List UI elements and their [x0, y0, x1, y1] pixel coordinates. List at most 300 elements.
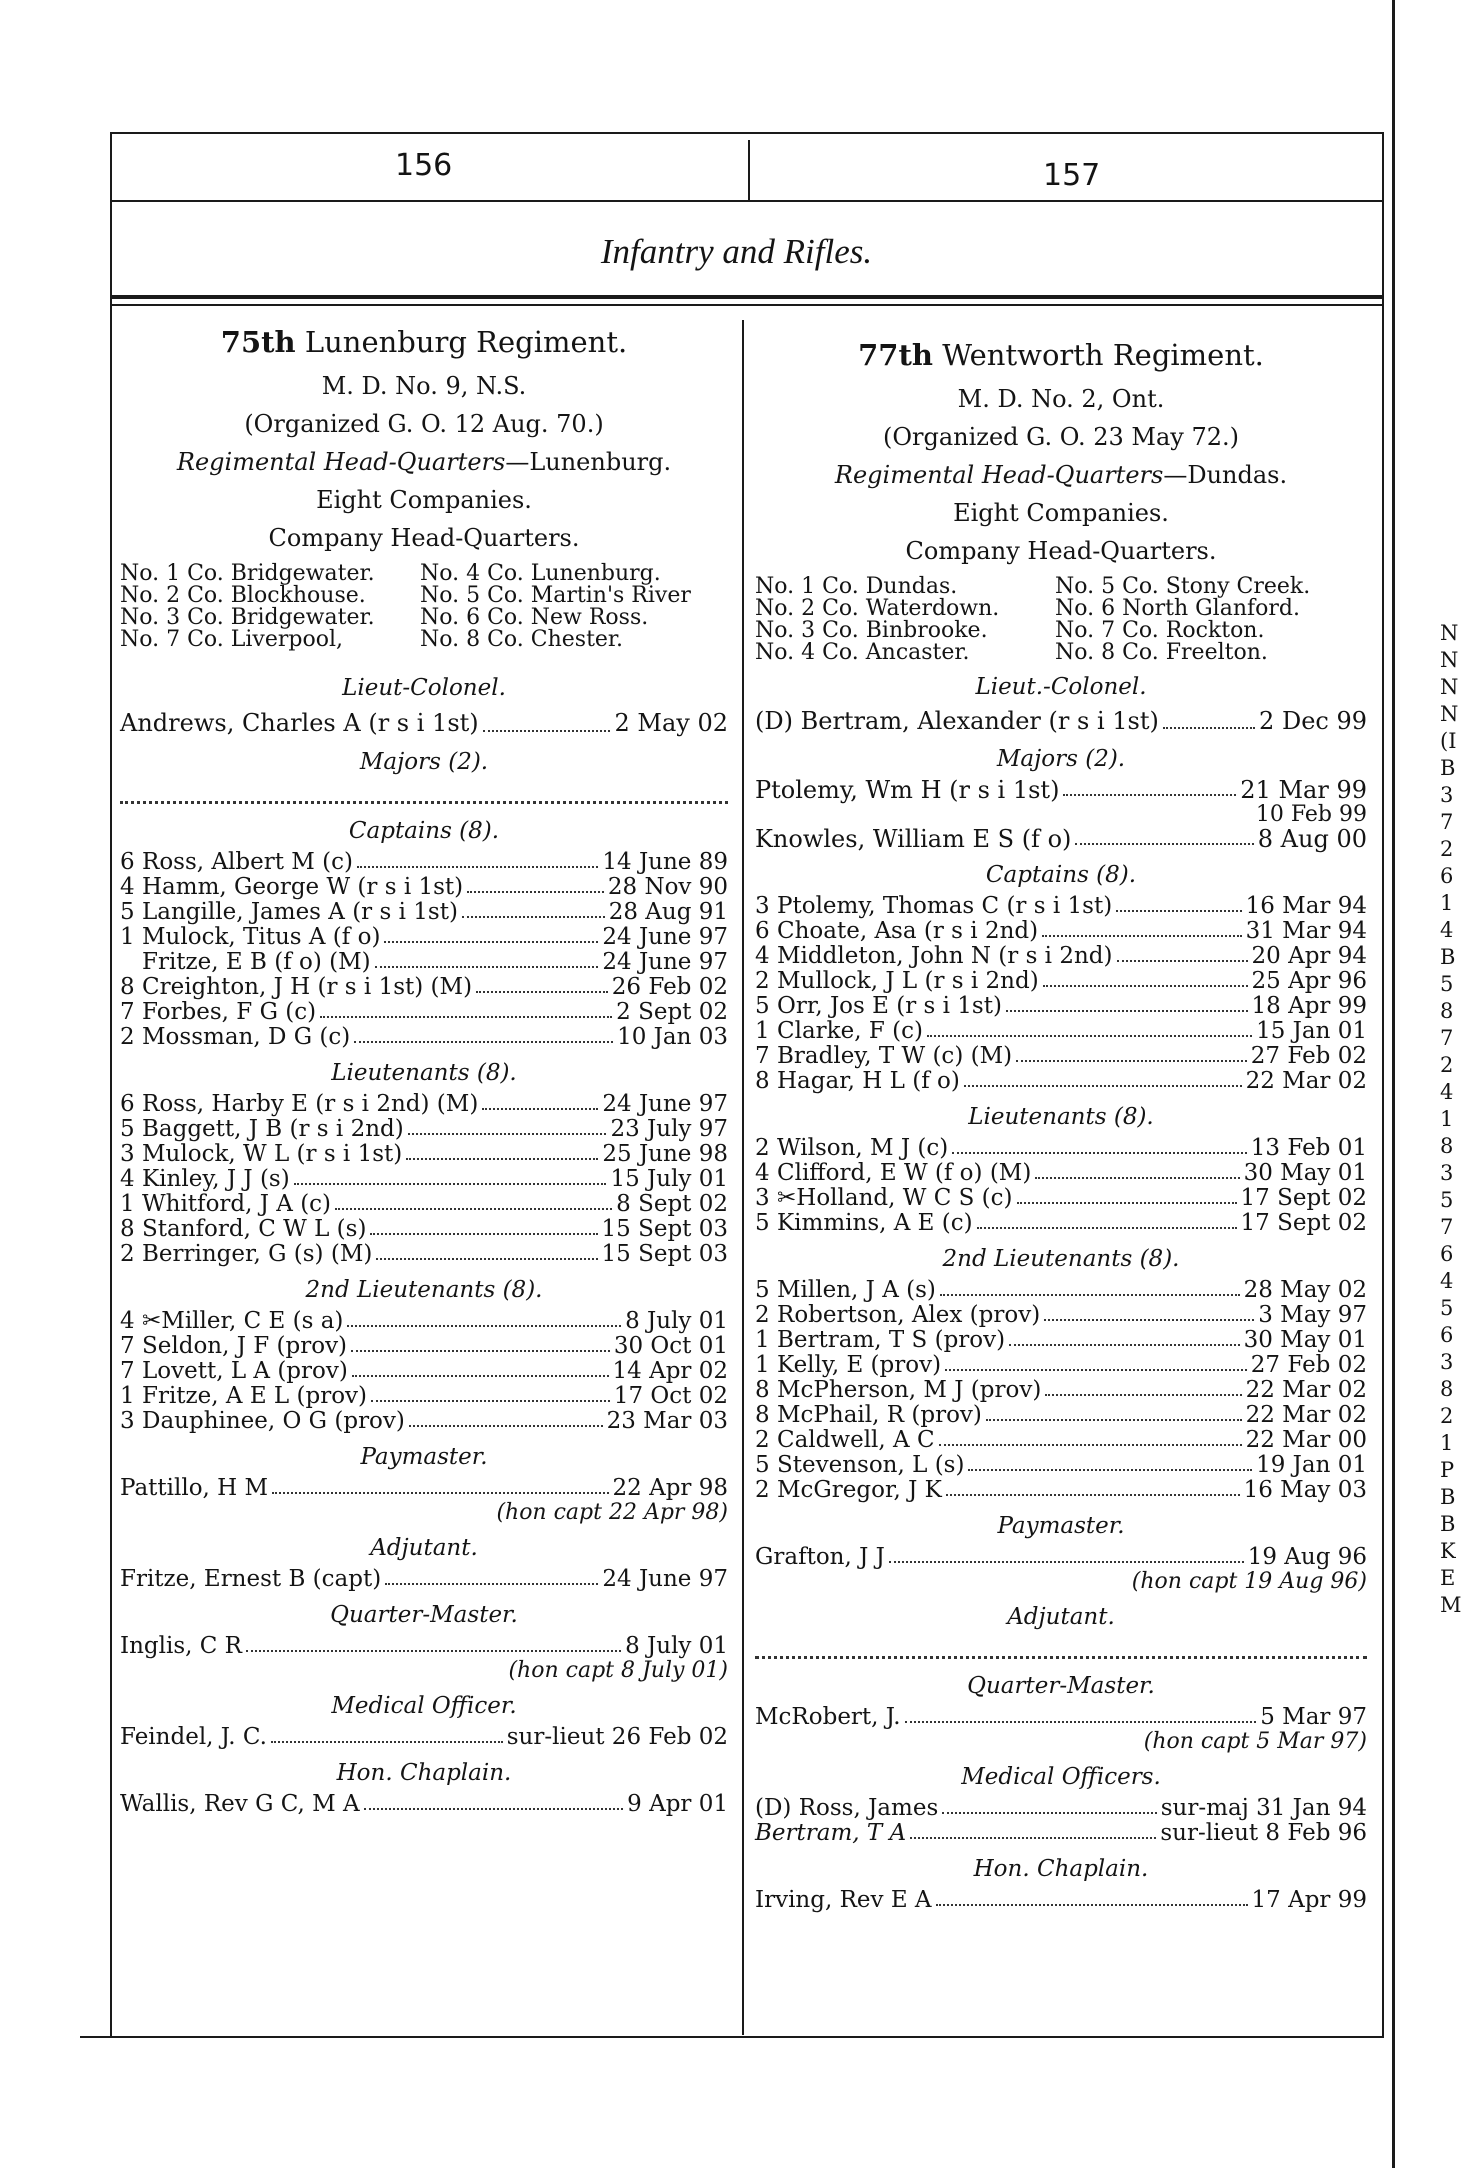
left-paymaster-entry	[120, 1476, 728, 1501]
right-qm-note: (hon capt 5 Mar 97)	[1143, 1729, 1367, 1754]
company-number: 8	[755, 1068, 770, 1094]
left-hq	[120, 443, 728, 481]
leader-dots	[351, 1334, 610, 1352]
entry-name: Choate, Asa (r s i 2nd)	[777, 918, 1039, 944]
entry-name: Fritze, A E L (prov)	[142, 1383, 368, 1409]
company-number: 3	[120, 1141, 135, 1167]
entry-name: Inglis, C R	[120, 1633, 242, 1659]
company-cell: No. 3 Co. Bridgewater.	[120, 605, 375, 630]
leader-dots	[406, 1142, 598, 1160]
entry-date: 8 Aug 00	[1257, 825, 1367, 853]
entry-name: Knowles, William E S (f o)	[755, 825, 1072, 853]
right-companies-list	[755, 576, 1367, 664]
right-paymaster-note: (hon capt 19 Aug 96)	[1131, 1569, 1367, 1594]
entry-date: 10 Jan 03	[617, 1024, 728, 1050]
entry-name: Hamm, George W (r s i 1st)	[142, 874, 464, 900]
right-hq-place: —Dundas.	[1163, 461, 1288, 489]
entry-name: Grafton, J J	[755, 1544, 885, 1570]
company-number: 1	[120, 1191, 135, 1217]
right-paymaster-entry	[755, 1545, 1367, 1570]
officer-entry	[120, 950, 728, 975]
company-number: 2	[120, 1024, 135, 1050]
entry-name: Ptolemy, Thomas C (r s i 1st)	[777, 893, 1113, 919]
left-lc-label: Lieut-Colonel.	[342, 675, 506, 701]
edge-char: E	[1440, 1566, 1456, 1590]
left-company-hq-title: Company Head-Quarters.	[268, 524, 580, 552]
entry-date: 19 Aug 96	[1247, 1544, 1367, 1570]
entry-name: (D) Ross, James	[755, 1795, 939, 1821]
leader-dots	[462, 900, 605, 918]
company-number: 1	[120, 1383, 135, 1409]
entry-name: Stanford, C W L (s)	[142, 1216, 367, 1242]
entry-name: Feindel, J. C.	[120, 1724, 267, 1750]
leader-dots	[910, 1821, 1156, 1839]
entry-date: 24 June 97	[602, 1566, 728, 1592]
left-regiment-number: 75th	[220, 325, 296, 359]
officer-entry	[755, 1278, 1367, 1303]
officer-entry	[120, 1309, 728, 1334]
officer-entry	[755, 1186, 1367, 1211]
right-captains-label: Captains (8).	[985, 862, 1137, 888]
edge-char: 6	[1440, 1242, 1454, 1266]
leader-dots	[1043, 969, 1248, 987]
entry-date: 2 Sept 02	[616, 999, 728, 1025]
leader-dots	[409, 1409, 603, 1427]
entry-name: Wilson, M J (c)	[777, 1135, 949, 1161]
officer-entry	[120, 1025, 728, 1050]
edge-char: M	[1440, 1593, 1462, 1617]
entry-name: (D) Bertram, Alexander (r s i 1st)	[755, 707, 1159, 735]
company-cell: No. 3 Co. Binbrooke.	[755, 618, 988, 643]
officer-entry	[755, 919, 1367, 944]
right-regiment-name: Wentworth Regiment.	[942, 338, 1264, 372]
edge-char: B	[1440, 1485, 1456, 1509]
edge-char: N	[1440, 675, 1459, 699]
company-cell: No. 2 Co. Waterdown.	[755, 596, 1000, 621]
right-chaplain-label: Hon. Chaplain.	[973, 1856, 1149, 1882]
company-cell: No. 8 Co. Chester.	[420, 627, 624, 652]
entry-name: Mossman, D G (c)	[142, 1024, 351, 1050]
entry-date: 22 Mar 02	[1245, 1377, 1367, 1403]
officer-entry	[120, 900, 728, 925]
company-number: 4	[120, 1308, 135, 1334]
binding-edge	[1392, 0, 1395, 2168]
officer-entry	[755, 1328, 1367, 1353]
company-number: 3	[120, 1408, 135, 1434]
officer-entry	[755, 1478, 1367, 1503]
entry-date: 19 Jan 01	[1256, 1452, 1367, 1478]
company-number: 2	[755, 1427, 770, 1453]
company-number: 5	[755, 1210, 770, 1236]
company-number: 5	[755, 1452, 770, 1478]
edge-char: 1	[1440, 1431, 1454, 1455]
right-medical-entry	[755, 1796, 1367, 1821]
company-number: 8	[120, 1216, 135, 1242]
officer-entry	[755, 1428, 1367, 1453]
leader-dots	[1044, 1303, 1254, 1321]
leader-dots	[408, 1117, 607, 1135]
edge-char: 4	[1440, 1080, 1454, 1104]
entry-date: 28 Nov 90	[607, 874, 728, 900]
left-chaplain-entry	[120, 1792, 728, 1817]
entry-date: 5 Mar 97	[1260, 1704, 1367, 1730]
left-majors-label: Majors (2).	[359, 749, 489, 775]
edge-char: 8	[1440, 1377, 1454, 1401]
leader-dots	[1035, 1161, 1239, 1179]
entry-name: Millen, J A (s)	[777, 1277, 936, 1303]
entry-name: Ross, Albert M (c)	[142, 849, 353, 875]
right-qm-label: Quarter-Master.	[967, 1673, 1155, 1699]
officer-entry	[120, 1359, 728, 1384]
entry-name: Seldon, J F (prov)	[142, 1333, 348, 1359]
leader-dots	[889, 1545, 1244, 1563]
entry-date: 23 Mar 03	[606, 1408, 728, 1434]
edge-char: 5	[1440, 972, 1454, 996]
company-row	[755, 642, 1367, 664]
left-captains-label: Captains (8).	[348, 818, 500, 844]
company-cell: No. 5 Co. Stony Creek.	[1055, 574, 1311, 599]
right-lc-entry	[755, 706, 1367, 736]
company-number: 5	[120, 899, 135, 925]
entry-name: Forbes, F G (c)	[142, 999, 317, 1025]
leader-dots	[927, 1019, 1252, 1037]
leader-dots	[376, 1242, 597, 1260]
leader-dots	[945, 1353, 1247, 1371]
entry-name: Fritze, Ernest B (capt)	[120, 1566, 382, 1592]
officer-entry	[755, 1161, 1367, 1186]
officer-entry	[120, 1092, 728, 1117]
edge-char: 2	[1440, 837, 1454, 861]
entry-date: 17 Apr 99	[1251, 1887, 1367, 1913]
company-number: 1	[755, 1018, 770, 1044]
left-paymaster-note: (hon capt 22 Apr 98)	[496, 1500, 728, 1525]
entry-name: Mullock, J L (r s i 2nd)	[777, 968, 1039, 994]
entry-name: Berringer, G (s) (M)	[142, 1241, 373, 1267]
leader-dots	[246, 1634, 621, 1652]
edge-char: 7	[1440, 1026, 1454, 1050]
leader-dots	[370, 1217, 597, 1235]
company-number: 3	[755, 893, 770, 919]
left-regiment-name: Lunenburg Regiment.	[304, 325, 628, 359]
leader-dots	[375, 950, 599, 968]
left-chaplain-label: Hon. Chaplain.	[336, 1760, 512, 1786]
company-cell: No. 4 Co. Lunenburg.	[420, 561, 661, 586]
leader-dots	[1075, 827, 1253, 845]
company-number: 6	[120, 1091, 135, 1117]
right-captains-list	[755, 894, 1367, 1094]
officer-entry	[120, 850, 728, 875]
right-regiment-heading	[755, 338, 1367, 372]
entry-name: Bradley, T W (c) (M)	[777, 1043, 1013, 1069]
entry-name: McPhail, R (prov)	[777, 1402, 982, 1428]
left-paymaster-label: Paymaster.	[360, 1444, 488, 1470]
company-cell: No. 1 Co. Dundas.	[755, 574, 958, 599]
entry-date: sur-lieut 8 Feb 96	[1160, 1820, 1367, 1846]
edge-char: K	[1440, 1539, 1456, 1563]
company-number: 8	[120, 974, 135, 1000]
entry-name: Baggett, J B (r s i 2nd)	[142, 1116, 404, 1142]
entry-date: 22 Apr 98	[612, 1475, 728, 1501]
left-page-number: 156	[395, 148, 453, 183]
officer-entry	[755, 1019, 1367, 1044]
officer-entry	[755, 1044, 1367, 1069]
right-hq	[755, 456, 1367, 494]
company-cell: No. 6 Co. New Ross.	[420, 605, 649, 630]
entry-date: 3 May 97	[1258, 1302, 1367, 1328]
leader-dots	[977, 1211, 1237, 1229]
entry-name: McPherson, M J (prov)	[777, 1377, 1042, 1403]
entry-name: Robertson, Alex (prov)	[777, 1302, 1041, 1328]
edge-char: 1	[1440, 1107, 1454, 1131]
entry-date: 30 May 01	[1243, 1327, 1367, 1353]
company-number: 7	[120, 1358, 135, 1384]
leader-dots	[939, 1428, 1242, 1446]
entry-name: Clifford, E W (f o) (M)	[777, 1160, 1032, 1186]
entry-date: 24 June 97	[602, 924, 728, 950]
edge-char: N	[1440, 621, 1459, 645]
leader-dots	[347, 1309, 621, 1327]
double-rule-top	[110, 295, 1384, 299]
edge-char: N	[1440, 648, 1459, 672]
entry-date: 31 Mar 94	[1245, 918, 1367, 944]
left-qm-entry	[120, 1634, 728, 1659]
left-2nd-lieutenants-list	[120, 1309, 728, 1434]
left-hq-place: —Lunenburg.	[505, 448, 672, 476]
company-number: 1	[755, 1352, 770, 1378]
header-rule	[110, 200, 1384, 202]
entry-date: 2 May 02	[614, 709, 728, 737]
officer-entry	[755, 1353, 1367, 1378]
entry-date: 28 May 02	[1243, 1277, 1367, 1303]
right-hq-label: Regimental Head-Quarters	[834, 461, 1164, 489]
company-row	[120, 607, 728, 629]
officer-entry	[755, 969, 1367, 994]
company-cell: No. 4 Co. Ancaster.	[755, 640, 970, 665]
left-regiment-heading	[120, 325, 728, 359]
entry-name: Langille, James A (r s i 1st)	[142, 899, 458, 925]
entry-name: Kelly, E (prov)	[777, 1352, 942, 1378]
leader-dots	[1006, 994, 1248, 1012]
entry-name: Ptolemy, Wm H (r s i 1st)	[755, 776, 1060, 804]
entry-name: ✂Holland, W C S (c)	[777, 1185, 1013, 1211]
company-cell: No. 7 Co. Liverpool,	[120, 627, 343, 652]
edge-char: 6	[1440, 1323, 1454, 1347]
leader-dots	[946, 1478, 1240, 1496]
edge-char: 2	[1440, 1053, 1454, 1077]
left-medical-entry	[120, 1725, 728, 1750]
edge-char: (I	[1440, 729, 1457, 753]
edge-char: 5	[1440, 1296, 1454, 1320]
right-major-extra-date: 10 Feb 99	[1255, 802, 1367, 827]
right-major-entry	[755, 827, 1367, 852]
company-number: 2	[755, 1135, 770, 1161]
leader-dots	[271, 1725, 503, 1743]
edge-char: 3	[1440, 1161, 1454, 1185]
edge-char: B	[1440, 1512, 1456, 1536]
vacant-majors-line	[120, 781, 728, 804]
entry-date: 2 Dec 99	[1259, 707, 1367, 735]
entry-date: 22 Mar 00	[1245, 1427, 1367, 1453]
left-qm-label: Quarter-Master.	[330, 1602, 518, 1628]
leader-dots	[272, 1476, 608, 1494]
left-adjutant-entry	[120, 1567, 728, 1592]
left-lieutenants-list	[120, 1092, 728, 1267]
entry-date: 27 Feb 02	[1250, 1352, 1367, 1378]
entry-date: 18 Apr 99	[1251, 993, 1367, 1019]
leader-dots	[1009, 1328, 1239, 1346]
officer-entry	[755, 1136, 1367, 1161]
edge-char: 2	[1440, 1404, 1454, 1428]
left-medical-label: Medical Officer.	[331, 1693, 517, 1719]
edge-char: N	[1440, 702, 1459, 726]
entry-date: sur-maj 31 Jan 94	[1160, 1795, 1367, 1821]
entry-date: 15 Sept 03	[601, 1216, 728, 1242]
entry-name: Whitford, J A (c)	[142, 1191, 332, 1217]
officer-entry	[120, 1192, 728, 1217]
entry-name: Fritze, E B (f o) (M)	[142, 949, 371, 975]
entry-date: 21 Mar 99	[1240, 776, 1367, 804]
right-companies-count: Eight Companies.	[953, 499, 1169, 527]
company-cell: No. 8 Co. Freelton.	[1055, 640, 1268, 665]
company-row	[755, 620, 1367, 642]
entry-date: 14 Apr 02	[612, 1358, 728, 1384]
company-number: 6	[755, 918, 770, 944]
entry-date: 8 July 01	[625, 1308, 728, 1334]
officer-entry	[755, 994, 1367, 1019]
top-rule	[110, 132, 1384, 134]
left-frame	[110, 132, 112, 2037]
edge-char: 8	[1440, 999, 1454, 1023]
officer-entry	[755, 1069, 1367, 1094]
entry-name: Caldwell, A C	[777, 1427, 935, 1453]
leader-dots	[952, 1136, 1247, 1154]
entry-date: 24 June 97	[602, 949, 728, 975]
officer-entry	[120, 1142, 728, 1167]
leader-dots	[476, 975, 608, 993]
right-page-number: 157	[1043, 158, 1101, 193]
entry-date: 30 May 01	[1243, 1160, 1367, 1186]
entry-date: 14 June 89	[602, 849, 728, 875]
leader-dots	[467, 875, 604, 893]
leader-dots	[385, 1567, 598, 1585]
entry-name: Middleton, John N (r s i 2nd)	[777, 943, 1113, 969]
right-qm-entry	[755, 1705, 1367, 1730]
right-majors-label: Majors (2).	[996, 746, 1126, 772]
edge-char: 7	[1440, 810, 1454, 834]
company-number: 5	[755, 993, 770, 1019]
entry-date: 23 July 97	[610, 1116, 728, 1142]
right-md: M. D. No. 2, Ont.	[957, 385, 1165, 413]
entry-name: ✂Miller, C E (s a)	[142, 1308, 344, 1334]
officer-entry	[120, 1117, 728, 1142]
entry-name: Bertram, T A	[755, 1820, 907, 1846]
officer-entry	[755, 1303, 1367, 1328]
officer-entry	[120, 1242, 728, 1267]
officer-entry	[755, 1211, 1367, 1236]
entry-name: Kinley, J J (s)	[142, 1166, 290, 1192]
company-number	[120, 950, 142, 975]
company-number: 1	[755, 1327, 770, 1353]
right-organized: (Organized G. O. 23 May 72.)	[882, 423, 1240, 451]
leader-dots	[905, 1705, 1257, 1723]
entry-date: 16 May 03	[1243, 1477, 1367, 1503]
entry-name: Kimmins, A E (c)	[777, 1210, 973, 1236]
edge-char: 8	[1440, 1134, 1454, 1158]
bottom-rule	[80, 2036, 1384, 2038]
running-title: Infantry and Rifles.	[600, 232, 873, 271]
officer-entry	[755, 1453, 1367, 1478]
entry-date: 8 July 01	[625, 1633, 728, 1659]
edge-char: 1	[1440, 891, 1454, 915]
entry-date: 28 Aug 91	[608, 899, 728, 925]
entry-date: 30 Oct 01	[613, 1333, 728, 1359]
left-companies-count: Eight Companies.	[316, 486, 532, 514]
entry-date: 15 Sept 03	[601, 1241, 728, 1267]
leader-dots	[352, 1359, 609, 1377]
left-organized: (Organized G. O. 12 Aug. 70.)	[244, 410, 604, 438]
entry-date: 22 Mar 02	[1245, 1402, 1367, 1428]
edge-char: 3	[1440, 1350, 1454, 1374]
entry-date: 17 Sept 02	[1240, 1210, 1367, 1236]
company-number: 7	[755, 1043, 770, 1069]
officer-entry	[755, 944, 1367, 969]
company-row	[755, 598, 1367, 620]
officer-entry	[120, 1409, 728, 1434]
edge-char: 6	[1440, 864, 1454, 888]
entry-date: 16 Mar 94	[1245, 893, 1367, 919]
leader-dots	[1163, 706, 1255, 729]
company-number: 4	[120, 874, 135, 900]
company-row	[120, 563, 728, 585]
company-number: 8	[755, 1377, 770, 1403]
company-row	[755, 576, 1367, 598]
officer-entry	[120, 1384, 728, 1409]
leader-dots	[1016, 1044, 1247, 1062]
entry-date: 15 Jan 01	[1256, 1018, 1367, 1044]
officer-entry	[120, 1167, 728, 1192]
left-adjutant-label: Adjutant.	[370, 1535, 478, 1561]
officer-entry	[120, 925, 728, 950]
company-cell: No. 2 Co. Blockhouse.	[120, 583, 366, 608]
company-cell: No. 5 Co. Martin's River	[420, 583, 691, 608]
leader-dots	[1117, 944, 1248, 962]
left-lieutenants-label: Lieutenants (8).	[331, 1060, 517, 1086]
entry-date: 17 Sept 02	[1240, 1185, 1367, 1211]
leader-dots	[320, 1000, 612, 1018]
company-number: 5	[755, 1277, 770, 1303]
company-number: 2	[755, 1477, 770, 1503]
officer-entry	[755, 1403, 1367, 1428]
entry-name: McGregor, J K	[777, 1477, 942, 1503]
entry-date: 15 July 01	[610, 1166, 728, 1192]
leader-dots	[294, 1167, 607, 1185]
leader-dots	[483, 707, 611, 732]
entry-date: 25 June 98	[602, 1141, 728, 1167]
left-companies-list	[120, 563, 728, 651]
edge-char: 7	[1440, 1215, 1454, 1239]
right-paymaster-label: Paymaster.	[997, 1513, 1125, 1539]
leader-dots	[354, 1025, 613, 1043]
right-frame	[1382, 132, 1384, 2037]
entry-date: 26 Feb 02	[611, 974, 728, 1000]
entry-name: Mulock, W L (r s i 1st)	[142, 1141, 403, 1167]
officer-entry	[120, 875, 728, 900]
entry-name: Clarke, F (c)	[777, 1018, 923, 1044]
edge-char: P	[1440, 1458, 1455, 1482]
right-regiment-number: 77th	[858, 338, 933, 372]
entry-name: Hagar, H L (f o)	[777, 1068, 960, 1094]
right-major-entry	[755, 778, 1367, 803]
